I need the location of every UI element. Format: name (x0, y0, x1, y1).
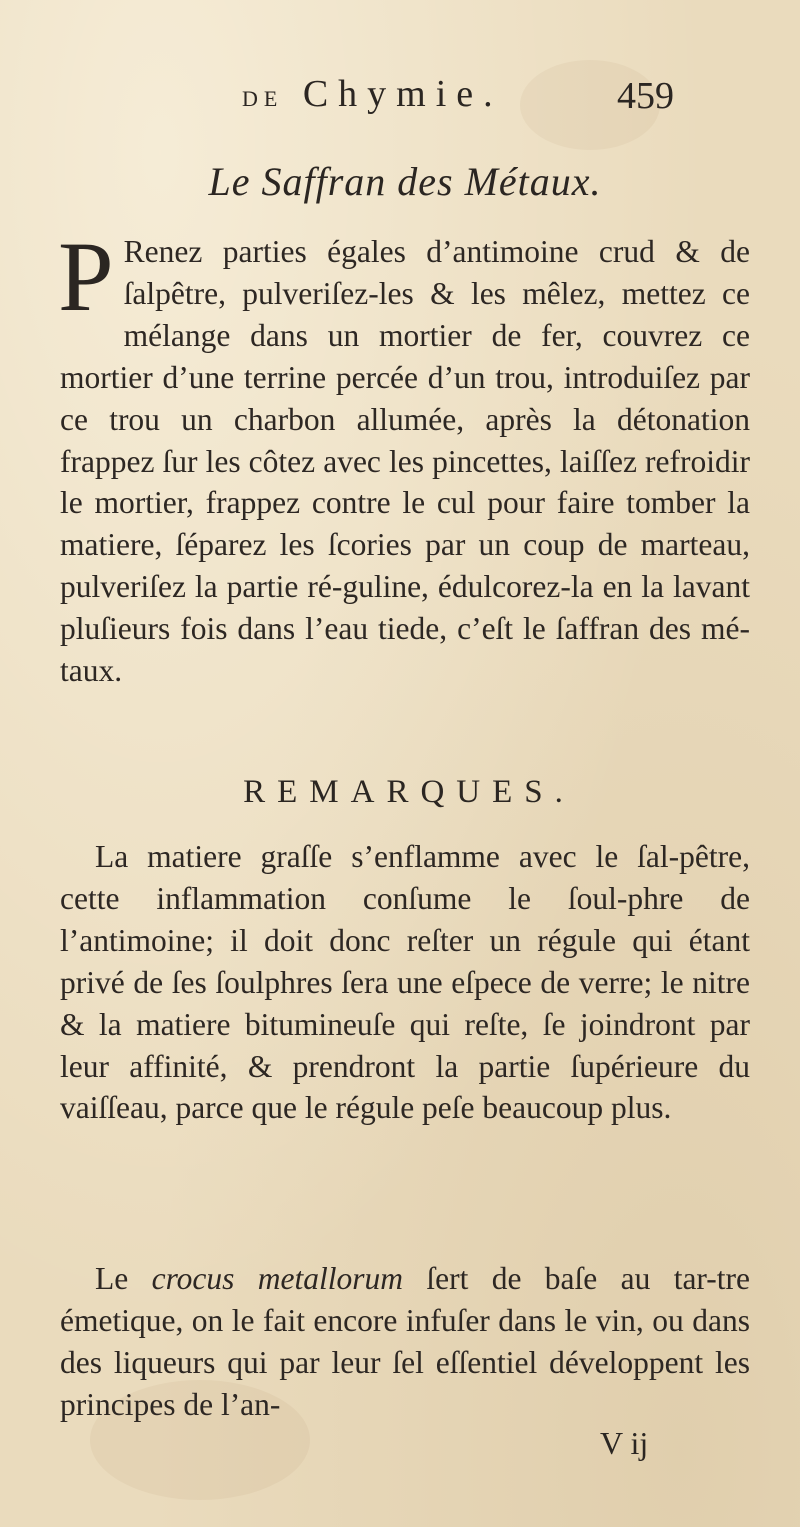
crocus-metallorum-term: crocus metallorum (151, 1261, 404, 1296)
section-title: Le Saffran des Métaux. (208, 159, 602, 204)
paragraph-recipe (58, 221, 750, 692)
running-title (242, 72, 503, 116)
running-title-prefix: DE (242, 86, 284, 111)
paragraph-remark-2-lead: Le (95, 1261, 129, 1296)
running-title-main: Chymie. (302, 73, 503, 115)
remarques-heading: REMARQUES. (243, 774, 575, 810)
paragraph-recipe-text: Renez parties égales d’antimoine crud & de ſalpêtre, pulveriſez-les & les mêlez, mettez ce mélange dans un mortier de fer, couvrez ce mortier d’une terrine percée d’un trou, introduiſez par ce trou un charbon allumée, après la détonation frappez ſur les côtez avec les pincettes, laiſſez refroidir le mortier, frappez contre le cul pour faire tomber la matiere, ſéparez les ſcories par un coup de marteau, pulveriſez la partie ré-guline, édulcorez-la en la lavant pluſieurs fois dans l’eau tiede, c’eſt le ſaffran des mé-taux. (60, 234, 750, 689)
paragraph-remark-1: La matiere graſſe s’enflamme avec le ſal-pêtre, cette inflammation conſume le ſoul-phre de l’antimoine; il doit donc reſter un régule qui étant privé de ſes ſoulphres ſera une eſpece de verre; le nitre & la matiere bitumineuſe qui reſte, ſe joindront par leur affinité, & prendront la partie ſupérieure du vaiſſeau, parce que le régule peſe beaucoup plus. (60, 839, 750, 1126)
running-header (0, 72, 800, 122)
page-number: 459 (617, 75, 674, 117)
paragraph-remark-2-text: ſert de baſe au tar-tre émetique, on le fait encore infuſer dans le vin, ou dans des liqueurs qui par leur ſel eſſentiel développent les principes de l’an- (60, 1261, 750, 1422)
drop-cap: P (58, 221, 114, 332)
signature-mark: V ij (600, 1425, 649, 1461)
paragraph-remark-2 (60, 1258, 750, 1426)
